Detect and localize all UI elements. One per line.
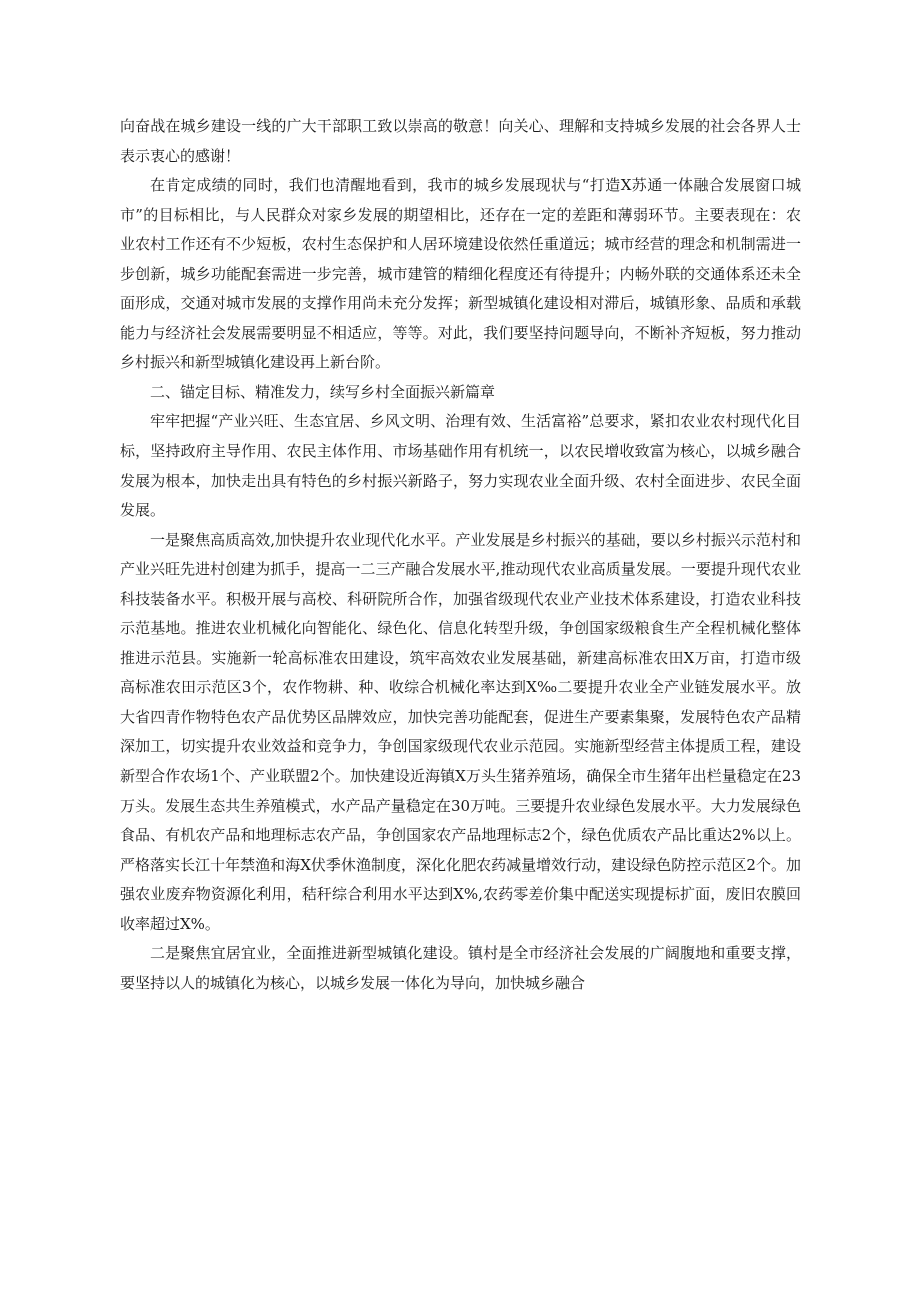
document-body (120, 112, 801, 998)
paragraph-general-requirements: 牢牢把握“产业兴旺、生态宜居、乡风文明、治理有效、生活富裕”总要求，紧扣农业农村现代化目标，坚持政府主导作用、农民主体作用、市场基础作用有机统一，以农民增收致富为核心，以城乡融合发展为根本，加快走出具有特色的乡村振兴新路子，努力实现农业全面升级、农村全面进步、农民全面发展。 (120, 412, 801, 520)
section-heading: 二、锚定目标、精准发力，续写乡村全面振兴新篇章 (150, 382, 496, 401)
paragraph-urbanization: 二是聚焦宜居宜业，全面推进新型城镇化建设。镇村是全市经济社会发展的广阔腹地和重要支撑，要坚持以人的城镇化为核心，以城乡发展一体化为导向，加快城乡融合 (120, 944, 801, 992)
paragraph-agriculture-modernization: 一是聚焦高质高效,加快提升农业现代化水平。产业发展是乡村振兴的基础，要以乡村振兴示范村和产业兴旺先进村创建为抓手，提高一二三产融合发展水平,推动现代农业高质量发展。一要提升现代农业科技装备水平。积极开展与高校、科研院所合作，加强省级现代农业产业技术体系建设，打造农业科技示范基地。推进农业机械化向智能化、绿色化、信息化转型升级，争创国家级粮食生产全程机械化整体推进示范县。实施新一轮高标准农田建设，筑牢高效农业发展基础，新建高标准农田X万亩，打造市级高标准农田示范区3个，农作物耕、种、收综合机械化率达到X‰二要提升农业全产业链发展水平。放大省四青作物特色农产品优势区品牌效应，加快完善功能配套，促进生产要素集聚，发展特色农产品精深加工，切实提升农业效益和竞争力，争创国家级现代农业示范园。实施新型经营主体提质工程，建设新型合作农场1个、产业联盟2个。加快建设近海镇X万头生猪养殖场，确保全市生猪年出栏量稳定在23万头。发展生态共生养殖模式，水产品产量稳定在30万吨。三要提升农业绿色发展水平。大力发展绿色食品、有机农产品和地理标志农产品，争创国家农产品地理标志2个，绿色优质农产品比重达2%以上。严格落实长江十年禁渔和海X伏季休渔制度，深化化肥农药减量增效行动，建设绿色防控示范区2个。加强农业废弃物资源化利用，秸秆综合利用水平达到X%,农药零差价集中配送实现提标扩面，废旧农膜回收率超过X%。 (120, 530, 801, 933)
paragraph-thanks: 向奋战在城乡建设一线的广大干部职工致以崇高的敬意！向关心、理解和支持城乡发展的社会各界人士表示衷心的感谢！ (120, 117, 801, 165)
paragraph-shortcomings: 在肯定成绩的同时，我们也清醒地看到，我市的城乡发展现状与“打造X苏通一体融合发展窗口城市”的目标相比，与人民群众对家乡发展的期望相比，还存在一定的差距和薄弱环节。主要表现在：农业农村工作还有不少短板，农村生态保护和人居环境建设依然任重道远；城市经营的理念和机制需进一步创新，城乡功能配套需进一步完善，城市建管的精细化程度还有待提升；内畅外联的交通体系还未全面形成，交通对城市发展的支撑作用尚未充分发挥；新型城镇化建设相对滞后，城镇形象、品质和承载能力与经济社会发展需要明显不相适应，等等。对此，我们要坚持问题导向，不断补齐短板，努力推动乡村振兴和新型城镇化建设再上新台阶。 (120, 176, 801, 372)
